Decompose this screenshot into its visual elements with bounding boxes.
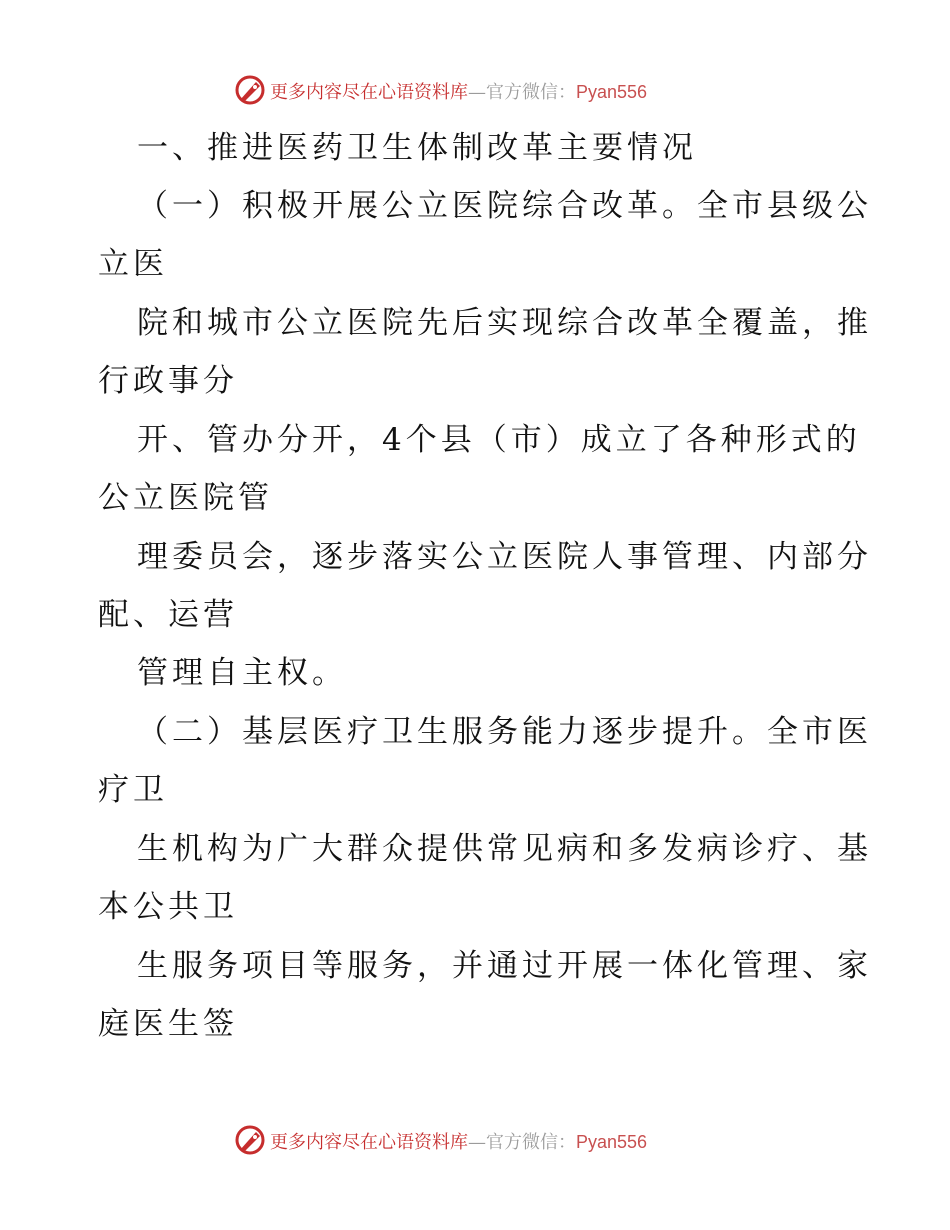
watermark-dash: — [468, 82, 486, 103]
watermark-wechat-label: 官方微信： [486, 1132, 576, 1153]
text-line: 生服务项目等服务，并通过开展一体化管理、家 [137, 948, 872, 984]
watermark-site-name: 更多内容尽在心语资料库 [270, 1132, 468, 1153]
text-line: 开、管办分开，4个县（市）成立了各种形式的 [137, 422, 861, 458]
pen-logo-icon [234, 1124, 266, 1156]
header-watermark [0, 70, 950, 110]
text-line: 院和城市公立医院先后实现综合改革全覆盖，推 [137, 305, 872, 341]
watermark-wechat-id: Pyan556 [576, 1132, 648, 1152]
watermark-text [270, 78, 647, 104]
pen-logo-icon [234, 74, 266, 106]
heading-line: 一、推进医药卫生体制改革主要情况 [137, 130, 697, 166]
text-line: 庭医生签 [98, 1006, 238, 1042]
text-line: 管理自主权。 [137, 655, 347, 691]
text-line: （二）基层医疗卫生服务能力逐步提升。全市医 [137, 714, 872, 750]
text-line: 配、运营 [98, 597, 238, 633]
text-line: 公立医院管 [98, 480, 273, 516]
text-line: 疗卫 [98, 772, 168, 808]
text-line: 立医 [98, 246, 168, 282]
watermark-wechat-label: 官方微信： [486, 82, 576, 103]
footer-watermark [0, 1120, 950, 1160]
text-line: 理委员会，逐步落实公立医院人事管理、内部分 [137, 539, 872, 575]
text-line: 生机构为广大群众提供常见病和多发病诊疗、基 [137, 831, 872, 867]
text-line: （一）积极开展公立医院综合改革。全市县级公 [137, 188, 872, 224]
watermark-dash: — [468, 1132, 486, 1153]
watermark-text [270, 1128, 647, 1154]
text-line: 行政事分 [98, 363, 238, 399]
watermark-site-name: 更多内容尽在心语资料库 [270, 82, 468, 103]
watermark-wechat-id: Pyan556 [576, 82, 648, 102]
text-line: 本公共卫 [98, 889, 238, 925]
